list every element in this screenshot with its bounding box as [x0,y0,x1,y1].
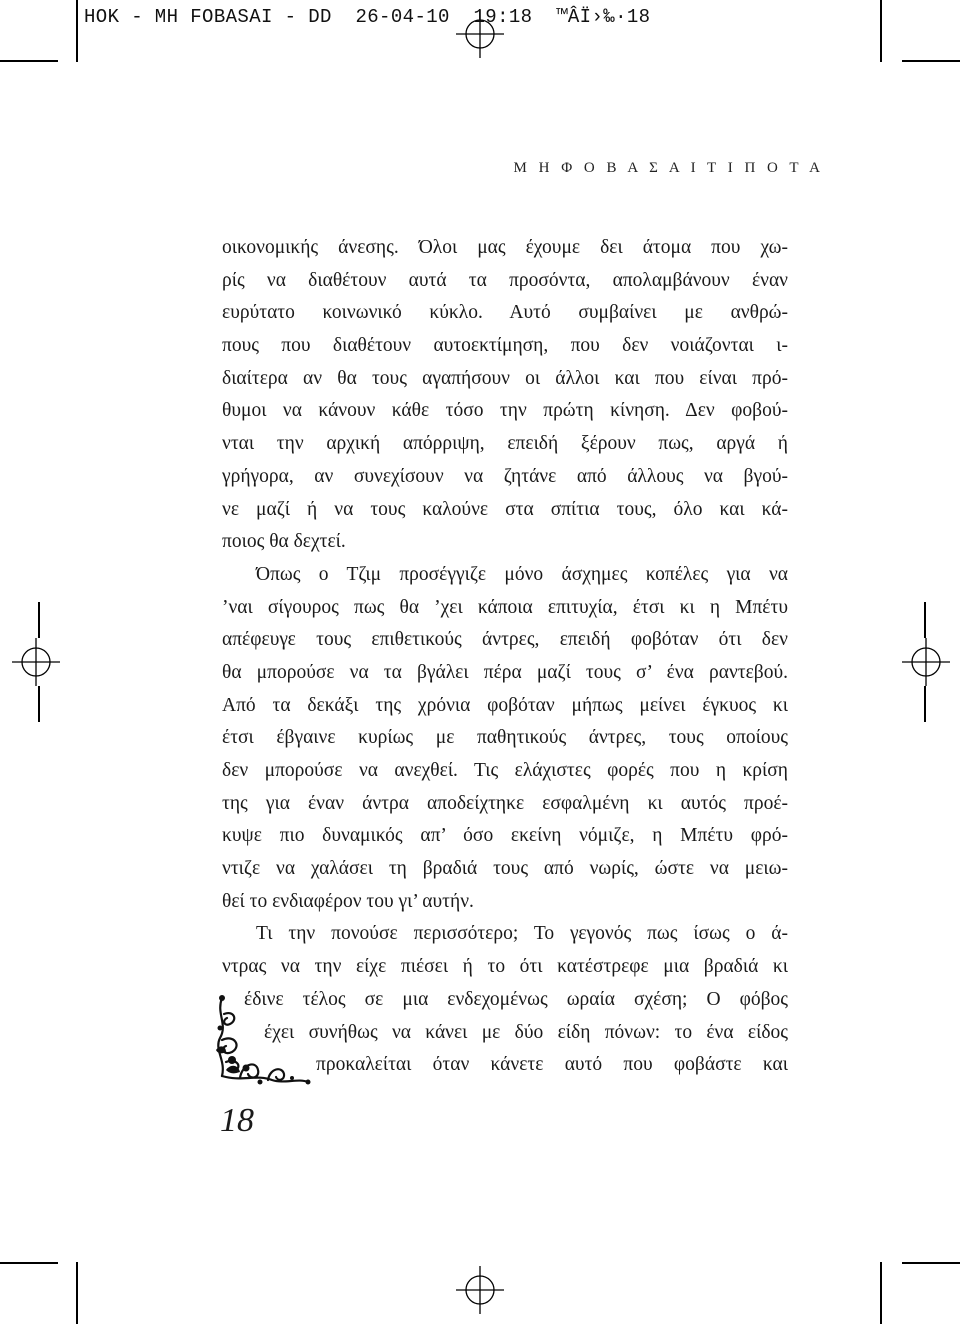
crop-mark [76,1262,78,1324]
text-line: νε μαζί ή να τους καλούνε στα σπίτια τους, όλο και κά- [222,498,788,520]
text-line: κυψε πιο δυναμικός απ’ όσο εκείνη νόμιζε, η Μπέτυ φρό- [222,825,788,847]
text-line: έδινε τέλος σε μια ενδεχομένως ωραία σχέση; Ο φόβος [244,988,788,1010]
text-line: ντιζε να χαλάσει τη βραδιά τους από νωρίς, ώστε να μειω- [222,858,788,880]
floral-corner-ornament-icon [212,994,312,1090]
text-line: απέφευγε τους επιθετικούς άντρες, επειδή φοβόταν ότι δεν [222,629,788,651]
crop-mark [880,0,882,62]
crop-mark [902,60,960,62]
registration-mark-icon [902,638,950,686]
text-line: γρήγορα, αν συνεχίσουν να ζητάνε από άλλους να βγού- [222,465,788,487]
text-line: ευρύτατο κοινωνικό κύκλο. Αυτό συμβαίνει με ανθρώ- [222,302,788,324]
crop-mark [924,602,926,638]
text-line: δεν μπορούσε να ανεχθεί. Τις ελάχιστες φορές που η κρίση [222,760,788,781]
text-line: της για έναν άντρα αποδείχτηκε εσφαλμένη κι αυτός προέ- [222,792,788,814]
crop-mark [38,602,40,638]
page-number: 18 [220,1102,254,1139]
text-line: έχει συνήθως να κάνει με δύο είδη πόνων: το ένα είδος [264,1021,788,1043]
registration-mark-icon [456,1266,504,1314]
text-line: ’ναι σίγουρος πως θα ’χει κάποια επιτυχία, έτσι κι η Μπέτυ [222,596,788,618]
text-line: ρίς να διαθέτουν αυτά τα προσόντα, απολαμβάνουν έναν [222,269,788,291]
text-line: θεί το ενδιαφέρον του γι’ αυτήν. [222,890,474,912]
crop-mark [38,686,40,722]
printer-slug-line: HOK - MH FOBASAI - DD 26-04-10 19:18 ™ÂÏ›‰·18 [84,6,651,28]
crop-mark [76,0,78,62]
crop-mark [0,1262,58,1264]
crop-mark [924,686,926,722]
text-line: Τι την πονούσε περισσότερο; Το γεγονός πως ίσως ο ά- [256,923,788,945]
text-line: Όπως ο Τζιμ προσέγγιζε μόνο άσχημες κοπέλες για να [256,563,788,585]
text-line: έτσι έβγαινε κυρίως με παθητικούς άντρες, τους οποίους [222,727,788,749]
registration-mark-icon [12,638,60,686]
text-line: ντρας να την είχε πιέσει ή το ότι κατέστρεφε μια βραδιά κι [222,956,788,978]
text-line: ποιος θα δεχτεί. [222,531,346,553]
running-head: Μ Η Φ Ο Β Α Σ Α Ι Τ Ι Π Ο Τ Α [513,160,824,176]
crop-mark [0,60,58,62]
text-line: θα μπορούσε να τα βγάλει πέρα μαζί τους σ’ ένα ραντεβού. [222,661,788,683]
text-line: διαίτερα αν θα τους αγαπήσουν οι άλλοι και που είναι πρό- [222,367,788,389]
text-line: θυμοι να κάνουν κάθε τόσο την πρώτη κίνηση. Δεν φοβού- [222,400,788,422]
text-line: προκαλείται όταν κάνετε αυτό που φοβάστε και [316,1054,788,1076]
text-line: νται την αρχική απόρριψη, επειδή ξέρουν πως, αργά ή [222,433,788,455]
text-line: Από τα δεκάξι της χρόνια φοβόταν μήπως μείνει έγκυος κι [222,694,788,716]
body-text [222,232,788,1082]
crop-mark [880,1262,882,1324]
text-line: πους που διαθέτουν αυτοεκτίμηση, που δεν νοιάζονται ι- [222,335,788,357]
crop-mark [902,1262,960,1264]
text-line: οικονομικής άνεσης. Όλοι μας έχουμε δει άτομα που χω- [222,237,788,258]
